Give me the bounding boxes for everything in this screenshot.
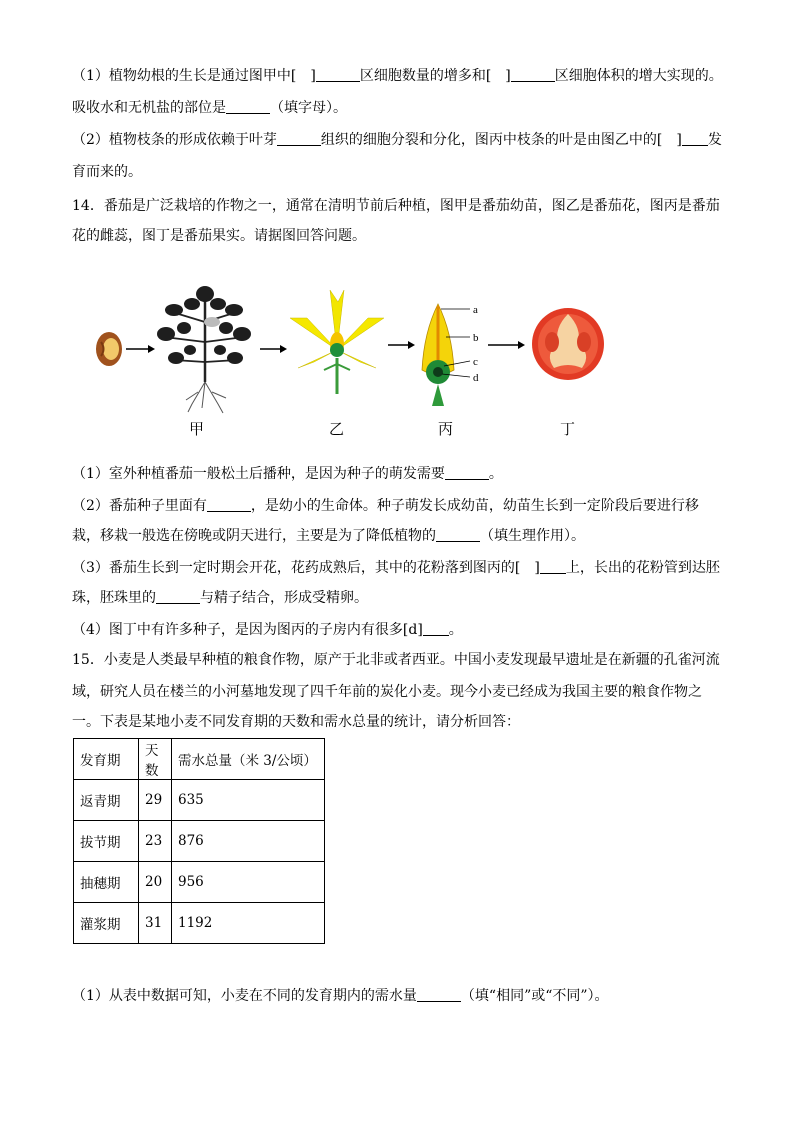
table-cell: 灌浆期 xyxy=(74,903,139,944)
figure-label-ding: 丁 xyxy=(560,420,576,438)
table-cell: 抽穗期 xyxy=(74,862,139,903)
answer-blank[interactable] xyxy=(511,67,555,82)
table-header: 天数 xyxy=(139,739,172,780)
q13-sub2-line1: （2）植物枝条的形成依赖于叶芽 组织的细胞分裂和分化，图丙中枝条的叶是由图乙中的[ ] 发 xyxy=(72,132,722,148)
q15-sub1: （1）从表中数据可知，小麦在不同的发育期内的需水量 （填“相同”或“不同”）。 xyxy=(72,988,609,1004)
table-row xyxy=(74,821,325,862)
arrow xyxy=(260,345,287,353)
table-header-row xyxy=(74,739,325,780)
tomato-fruit-drawing xyxy=(532,308,604,380)
part-label-d: d xyxy=(473,372,479,384)
answer-blank[interactable] xyxy=(226,99,270,114)
table-cell: 返青期 xyxy=(74,780,139,821)
table-cell: 876 xyxy=(172,821,325,862)
table-cell: 20 xyxy=(139,862,172,903)
answer-blank[interactable] xyxy=(277,131,321,146)
tomato-growth-figure xyxy=(92,282,632,442)
q14-sub4: （4）图丁中有许多种子，是因为图丙的子房内有很多[d] 。 xyxy=(72,622,463,638)
q15-intro-line2: 域，研究人员在楼兰的小河墓地发现了四千年前的炭化小麦。现今小麦已经成为我国主要的粮食作物之 xyxy=(72,684,702,700)
table-cell: 拔节期 xyxy=(74,821,139,862)
arrow xyxy=(388,341,415,349)
water-demand-table xyxy=(73,738,325,944)
part-label-c: c xyxy=(473,356,478,368)
answer-blank[interactable] xyxy=(316,67,360,82)
part-label-b: b xyxy=(473,332,479,344)
q13-sub1-line1: （1）植物幼根的生长是通过图甲中[ ] 区细胞数量的增多和[ ] 区细胞体积的增大实现的。 xyxy=(72,68,723,84)
table-cell: 31 xyxy=(139,903,172,944)
pistil-drawing xyxy=(422,304,479,406)
table-cell: 29 xyxy=(139,780,172,821)
q13-sub2-line2: 育而来的。 xyxy=(72,164,142,180)
table-cell: 635 xyxy=(172,780,325,821)
figure-label-yi: 乙 xyxy=(329,420,345,438)
part-label-a: a xyxy=(473,304,478,316)
q14-intro-line2: 花的雌蕊，图丁是番茄果实。请据图回答问题。 xyxy=(72,228,366,244)
table-row xyxy=(74,862,325,903)
arrow xyxy=(488,341,525,349)
q13-sub1-line2: 吸收水和无机盐的部位是 （填字母）。 xyxy=(72,100,347,116)
tomato-figure-drawing xyxy=(92,282,632,442)
table-cell: 956 xyxy=(172,862,325,903)
table-cell: 23 xyxy=(139,821,172,862)
answer-blank[interactable] xyxy=(445,465,489,480)
answer-blank[interactable] xyxy=(436,527,480,542)
figure-label-bing: 丙 xyxy=(438,420,454,438)
answer-blank[interactable] xyxy=(156,589,200,604)
seedling-drawing xyxy=(157,286,251,413)
q14-sub1: （1）室外种植番茄一般松土后播种，是因为种子的萌发需要 。 xyxy=(72,466,503,482)
seed-drawing xyxy=(96,332,122,366)
q15-intro-line3: 一。下表是某地小麦不同发育期的天数和需水总量的统计，请分析回答： xyxy=(72,714,520,730)
q14-sub2-line1: （2）番茄种子里面有 ，是幼小的生命体。种子萌发长成幼苗，幼苗生长到一定阶段后要进行移 xyxy=(72,498,699,514)
answer-blank[interactable] xyxy=(682,131,708,146)
table-header: 需水总量（米 3/公顷） xyxy=(172,739,325,780)
figure-label-jia: 甲 xyxy=(189,420,205,438)
answer-blank[interactable] xyxy=(423,621,449,636)
q14-sub2-line2: 栽，移栽一般选在傍晚或阴天进行，主要是为了降低植物的 （填生理作用）。 xyxy=(72,528,585,544)
arrow xyxy=(126,345,155,353)
flower-drawing xyxy=(290,290,384,394)
table-row xyxy=(74,903,325,944)
answer-blank[interactable] xyxy=(207,497,251,512)
q14-sub3-line2: 珠，胚珠里的 与精子结合，形成受精卵。 xyxy=(72,590,368,606)
answer-blank[interactable] xyxy=(417,987,461,1002)
q14-sub3-line1: （3）番茄生长到一定时期会开花，花药成熟后，其中的花粉落到图丙的[ ] 上，长出的花粉管到达胚 xyxy=(72,560,720,576)
table-row xyxy=(74,780,325,821)
table-cell: 1192 xyxy=(172,903,325,944)
q15-intro-line1: 15．小麦是人类最早种植的粮食作物，原产于北非或者西亚。中国小麦发现最早遗址是在新疆的孔雀河流 xyxy=(72,652,720,668)
table-header: 发育期 xyxy=(74,739,139,780)
answer-blank[interactable] xyxy=(540,559,566,574)
q14-intro-line1: 14．番茄是广泛栽培的作物之一，通常在清明节前后种植，图甲是番茄幼苗，图乙是番茄花，图丙是番茄 xyxy=(72,198,720,214)
